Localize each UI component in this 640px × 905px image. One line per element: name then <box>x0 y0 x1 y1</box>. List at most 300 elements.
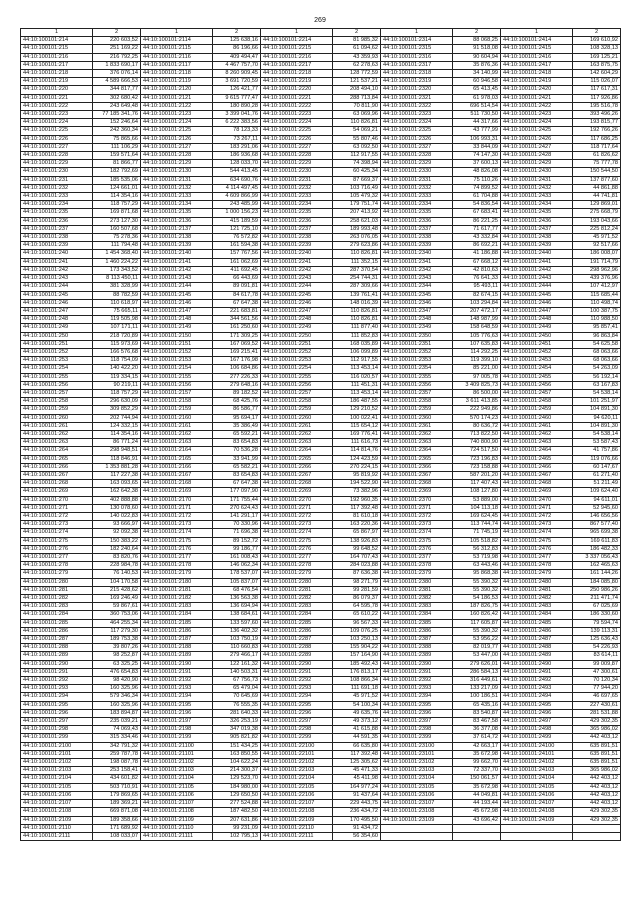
cadastral-value-cell: 99 186,77 <box>213 545 261 553</box>
cadastral-number-cell: 44:10:100101:2285 <box>261 619 333 627</box>
cadastral-value-cell <box>573 832 621 840</box>
cadastral-value-cell: 99 231,09 <box>213 824 261 832</box>
cadastral-number-cell: 44:10:100101:2321 <box>381 94 453 102</box>
cadastral-value-cell: 669 871,08 <box>93 808 141 816</box>
cadastral-number-cell: 44:10:100101:21105 <box>141 783 213 791</box>
cadastral-number-cell: 44:10:100101:258 <box>21 398 93 406</box>
cadastral-number-cell: 44:10:100101:2498 <box>501 726 573 734</box>
cadastral-value-cell: 316 449,61 <box>453 677 501 685</box>
cadastral-value-cell: 109 076,25 <box>333 627 381 635</box>
cadastral-value-cell: 279 626,01 <box>453 660 501 668</box>
cadastral-number-cell: 44:10:100101:2482 <box>501 595 573 603</box>
cadastral-number-cell: 44:10:100101:261 <box>21 422 93 430</box>
cadastral-number-cell: 44:10:100101:2222 <box>261 102 333 110</box>
cadastral-number-cell: 44:10:100101:2374 <box>381 529 453 537</box>
cadastral-value-cell: 242 360,34 <box>93 127 141 135</box>
table-row <box>21 119 621 127</box>
cadastral-number-cell: 44:10:100101:2449 <box>501 324 573 332</box>
table-row <box>21 225 621 233</box>
cadastral-value-cell: 544 413,45 <box>213 168 261 176</box>
cadastral-value-cell: 53 956,22 <box>453 636 501 644</box>
cadastral-value-cell: 965 699,38 <box>573 529 621 537</box>
cadastral-number-cell: 44:10:100101:21101 <box>141 750 213 758</box>
table-row <box>21 578 621 586</box>
cadastral-value-cell: 429 302,35 <box>573 808 621 816</box>
cadastral-value-cell: 54 263,09 <box>573 365 621 373</box>
cadastral-number-cell: 44:10:100101:2149 <box>141 324 213 332</box>
cadastral-value-cell: 111 616,73 <box>333 439 381 447</box>
cadastral-value-cell: 635 891,51 <box>573 742 621 750</box>
cadastral-number-cell: 44:10:100101:236 <box>21 217 93 225</box>
cadastral-number-cell: 44:10:100101:2399 <box>381 734 453 742</box>
cadastral-number-cell: 44:10:100101:2446 <box>501 299 573 307</box>
cadastral-value-cell: 284 023,88 <box>333 562 381 570</box>
table-row <box>21 348 621 356</box>
cadastral-value-cell: 53 447,00 <box>453 652 501 660</box>
cadastral-value-cell: 222 949,86 <box>453 406 501 414</box>
cadastral-number-cell: 44:10:100101:237 <box>21 225 93 233</box>
cadastral-value-cell: 124 661,01 <box>93 184 141 192</box>
cadastral-number-cell: 44:10:100101:2353 <box>381 357 453 365</box>
cadastral-value-cell: 381 328,99 <box>93 283 141 291</box>
cadastral-value-cell: 173 343,52 <box>93 266 141 274</box>
cadastral-value-cell: 3 691 720,59 <box>213 78 261 86</box>
cadastral-number-cell: 44:10:100101:241 <box>21 258 93 266</box>
cadastral-value-cell: 61 826,62 <box>573 152 621 160</box>
cadastral-value-cell: 114 814,76 <box>333 447 381 455</box>
cadastral-value-cell: 184 085,80 <box>573 578 621 586</box>
cadastral-number-cell: 44:10:100101:2244 <box>261 283 333 291</box>
table-row <box>21 791 621 799</box>
cadastral-value-cell: 111 852,83 <box>333 332 381 340</box>
cadastral-value-cell: 35 672,98 <box>453 750 501 758</box>
cadastral-value-cell: 103 716,49 <box>333 184 381 192</box>
cadastral-number-cell: 44:10:100101:294 <box>21 693 93 701</box>
cadastral-number-cell: 44:10:100101:2256 <box>261 381 333 389</box>
cadastral-value-cell: 171 755,44 <box>213 496 261 504</box>
cadastral-value-cell: 53 719,98 <box>453 554 501 562</box>
cadastral-value-cell: 41 615,88 <box>333 726 381 734</box>
cadastral-value-cell: 713 822,50 <box>453 430 501 438</box>
cadastral-number-cell: 44:10:100101:285 <box>21 619 93 627</box>
cadastral-value-cell: 177 097,90 <box>213 488 261 496</box>
cadastral-value-cell: 171 309,25 <box>213 332 261 340</box>
cadastral-number-cell: 44:10:100101:2183 <box>141 603 213 611</box>
cadastral-value-cell: 189 369,21 <box>93 800 141 808</box>
cadastral-number-cell: 44:10:100101:272 <box>21 512 93 520</box>
cadastral-value-cell: 56 354,60 <box>333 832 381 840</box>
cadastral-number-cell: 44:10:100101:2146 <box>141 299 213 307</box>
cadastral-number-cell: 44:10:100101:2263 <box>261 439 333 447</box>
cadastral-value-cell: 81 866,77 <box>93 160 141 168</box>
cadastral-value-cell: 54 186,53 <box>453 595 501 603</box>
cadastral-number-cell: 44:10:100101:2362 <box>381 430 453 438</box>
cadastral-value-cell: 286 584,13 <box>453 668 501 676</box>
cadastral-number-cell <box>381 832 453 840</box>
cadastral-number-cell: 44:10:100101:2182 <box>141 595 213 603</box>
cadastral-number-cell: 44:10:100101:2268 <box>261 480 333 488</box>
table-row <box>21 554 621 562</box>
cadastral-number-cell: 44:10:100101:2216 <box>261 53 333 61</box>
cadastral-number-cell: 44:10:100101:221 <box>21 94 93 102</box>
cadastral-number-cell: 44:10:100101:2186 <box>141 627 213 635</box>
cadastral-value-cell: 88 782,59 <box>93 291 141 299</box>
cadastral-value-cell: 85 221,00 <box>453 365 501 373</box>
cadastral-value-cell: 171 689,92 <box>93 824 141 832</box>
cadastral-value-cell: 122 161,32 <box>213 660 261 668</box>
cadastral-value-cell: 39 807,26 <box>93 644 141 652</box>
cadastral-number-cell: 44:10:100101:22110 <box>261 824 333 832</box>
cadastral-value-cell: 81 610,18 <box>333 512 381 520</box>
cadastral-value-cell: 402 888,88 <box>93 496 141 504</box>
cadastral-value-cell: 82 674,15 <box>453 291 501 299</box>
cadastral-value-cell: 95 819,92 <box>333 471 381 479</box>
cadastral-number-cell: 44:10:100101:2258 <box>261 398 333 406</box>
cadastral-number-cell: 44:10:100101:2373 <box>381 521 453 529</box>
cadastral-number-cell: 44:10:100101:2232 <box>261 184 333 192</box>
cadastral-number-cell: 44:10:100101:248 <box>21 316 93 324</box>
cadastral-value-cell: 227 430,61 <box>573 701 621 709</box>
cadastral-number-cell: 44:10:100101:2451 <box>501 340 573 348</box>
cadastral-value-cell: 119 334,15 <box>93 373 141 381</box>
cadastral-value-cell: 68 425,76 <box>213 398 261 406</box>
cadastral-value-cell: 207 631,86 <box>213 816 261 824</box>
cadastral-number-cell: 44:10:100101:2385 <box>381 619 453 627</box>
cadastral-number-cell: 44:10:100101:2487 <box>501 636 573 644</box>
cadastral-number-cell: 44:10:100101:2279 <box>261 570 333 578</box>
cadastral-number-cell: 44:10:100101:2153 <box>141 357 213 365</box>
cadastral-number-cell: 44:10:100101:2227 <box>261 143 333 151</box>
cadastral-value-cell: 163 220,36 <box>333 521 381 529</box>
cadastral-number-cell: 44:10:100101:2480 <box>501 578 573 586</box>
table-row <box>21 381 621 389</box>
cadastral-number-cell: 44:10:100101:2472 <box>501 512 573 520</box>
cadastral-number-cell: 44:10:100101:24108 <box>501 808 573 816</box>
cadastral-number-cell: 44:10:100101:2236 <box>261 217 333 225</box>
cadastral-number-cell: 44:10:100101:2168 <box>141 480 213 488</box>
cadastral-value-cell: 439 376,96 <box>573 275 621 283</box>
table-row <box>21 726 621 734</box>
cadastral-value-cell: 76 641,33 <box>453 275 501 283</box>
cadastral-value-cell: 106 099,89 <box>333 348 381 356</box>
cadastral-number-cell: 44:10:100101:2286 <box>261 627 333 635</box>
cadastral-value-cell: 169 246,49 <box>93 595 141 603</box>
cadastral-number-cell: 44:10:100101:2163 <box>141 439 213 447</box>
cadastral-number-cell: 44:10:100101:2426 <box>501 135 573 143</box>
cadastral-value-cell: 66 635,80 <box>333 742 381 750</box>
cadastral-number-cell: 44:10:100101:290 <box>21 660 93 668</box>
cadastral-value-cell: 53 889,00 <box>453 496 501 504</box>
cadastral-value-cell: 4 589 666,53 <box>93 78 141 86</box>
cadastral-value-cell: 139 113,31 <box>573 627 621 635</box>
table-row <box>21 143 621 151</box>
table-row <box>21 709 621 717</box>
cadastral-number-cell: 44:10:100101:252 <box>21 348 93 356</box>
cadastral-number-cell: 44:10:100101:2323 <box>381 111 453 119</box>
cadastral-number-cell: 44:10:100101:2324 <box>381 119 453 127</box>
cadastral-number-cell: 44:10:100101:2164 <box>141 447 213 455</box>
cadastral-value-cell: 179 869,65 <box>93 791 141 799</box>
cadastral-value-cell: 118 846,91 <box>93 455 141 463</box>
cadastral-value-cell: 75 110,26 <box>453 176 501 184</box>
cadastral-value-cell: 279 648,16 <box>213 381 261 389</box>
table-row <box>21 193 621 201</box>
cadastral-number-cell: 44:10:100101:2477 <box>501 554 573 562</box>
cadastral-number-cell: 44:10:100101:2461 <box>501 422 573 430</box>
cadastral-value-cell: 92 517,66 <box>573 242 621 250</box>
table-row <box>21 504 621 512</box>
cadastral-number-cell: 44:10:100101:2214 <box>261 37 333 45</box>
cadastral-value-cell: 192 766,26 <box>573 127 621 135</box>
cadastral-value-cell: 43 332,84 <box>453 234 501 242</box>
cadastral-number-cell: 44:10:100101:2370 <box>381 496 453 504</box>
cadastral-value-cell: 119 505,98 <box>93 316 141 324</box>
cadastral-value-cell: 41 186,88 <box>453 250 501 258</box>
cadastral-number-cell: 44:10:100101:239 <box>21 242 93 250</box>
cadastral-value-cell: 108 328,13 <box>573 45 621 53</box>
cadastral-value-cell: 162 465,63 <box>573 562 621 570</box>
cadastral-value-cell: 315 334,46 <box>93 734 141 742</box>
table-row <box>21 283 621 291</box>
cadastral-number-cell: 44:10:100101:2468 <box>501 480 573 488</box>
cadastral-value-cell: 117 279,30 <box>93 627 141 635</box>
cadastral-number-cell: 44:10:100101:2224 <box>261 119 333 127</box>
cadastral-value-cell: 33 941,99 <box>213 455 261 463</box>
cadastral-value-cell: 214 300,37 <box>213 767 261 775</box>
cadastral-number-cell: 44:10:100101:2215 <box>261 45 333 53</box>
cadastral-value-cell: 82 019,77 <box>453 644 501 652</box>
cadastral-value-cell: 91 434,72 <box>333 824 381 832</box>
table-row <box>21 677 621 685</box>
cadastral-value-cell: 86 221,25 <box>453 217 501 225</box>
cadastral-value-cell: 696 514,54 <box>453 102 501 110</box>
cadastral-value-cell: 125 636,43 <box>573 636 621 644</box>
cadastral-number-cell: 44:10:100101:23102 <box>381 759 453 767</box>
cadastral-number-cell: 44:10:100101:2267 <box>261 471 333 479</box>
cadastral-value-cell: 185 492,43 <box>333 660 381 668</box>
cadastral-number-cell: 44:10:100101:2450 <box>501 332 573 340</box>
cadastral-value-cell: 80 636,72 <box>453 422 501 430</box>
header-cell: 1 <box>21 29 93 37</box>
cadastral-value-cell: 202 744,94 <box>93 414 141 422</box>
cadastral-value-cell: 150 061,57 <box>453 775 501 783</box>
cadastral-value-cell: 148 016,39 <box>333 299 381 307</box>
cadastral-value-cell: 273 127,30 <box>93 217 141 225</box>
cadastral-number-cell: 44:10:100101:2319 <box>381 78 453 86</box>
cadastral-number-cell: 44:10:100101:257 <box>21 389 93 397</box>
table-row <box>21 619 621 627</box>
table-row <box>21 78 621 86</box>
cadastral-number-cell: 44:10:100101:226 <box>21 135 93 143</box>
cadastral-value-cell: 95 868,38 <box>453 570 501 578</box>
cadastral-value-cell: 161 062,69 <box>213 258 261 266</box>
cadastral-value-cell: 740 800,90 <box>453 439 501 447</box>
cadastral-value-cell: 110 826,81 <box>333 250 381 258</box>
table-row <box>21 471 621 479</box>
cadastral-number-cell: 44:10:100101:2380 <box>381 578 453 586</box>
cadastral-number-cell: 44:10:100101:2434 <box>501 201 573 209</box>
cadastral-number-cell: 44:10:100101:2106 <box>21 791 93 799</box>
cadastral-number-cell: 44:10:100101:225 <box>21 127 93 135</box>
table-row <box>21 512 621 520</box>
cadastral-number-cell: 44:10:100101:2158 <box>141 398 213 406</box>
cadastral-number-cell: 44:10:100101:2281 <box>261 586 333 594</box>
cadastral-number-cell: 44:10:100101:2136 <box>141 217 213 225</box>
cadastral-value-cell: 117 392,48 <box>333 750 381 758</box>
table-row <box>21 759 621 767</box>
cadastral-number-cell: 44:10:100101:243 <box>21 275 93 283</box>
cadastral-number-cell: 44:10:100101:2421 <box>501 94 573 102</box>
cadastral-number-cell: 44:10:100101:2283 <box>261 603 333 611</box>
cadastral-value-cell: 117 605,87 <box>453 619 501 627</box>
cadastral-value-cell: 137 877,60 <box>573 176 621 184</box>
cadastral-value-cell: 71 617,77 <box>453 225 501 233</box>
cadastral-value-cell: 64 595,78 <box>333 603 381 611</box>
cadastral-value-cell: 98 252,87 <box>93 652 141 660</box>
cadastral-number-cell: 44:10:100101:266 <box>21 463 93 471</box>
cadastral-number-cell: 44:10:100101:2226 <box>261 135 333 143</box>
cadastral-number-cell: 44:10:100101:2463 <box>501 439 573 447</box>
cadastral-value-cell: 253 158,41 <box>93 767 141 775</box>
cadastral-value-cell: 263 076,05 <box>333 234 381 242</box>
cadastral-number-cell: 44:10:100101:2290 <box>261 660 333 668</box>
table-row <box>21 127 621 135</box>
cadastral-value-cell: 44 049,81 <box>453 791 501 799</box>
cadastral-value-cell: 105 479,32 <box>333 193 381 201</box>
cadastral-number-cell <box>381 824 453 832</box>
cadastral-number-cell: 44:10:100101:2470 <box>501 496 573 504</box>
cadastral-value-cell: 1 833 690,17 <box>93 61 141 69</box>
cadastral-number-cell: 44:10:100101:2330 <box>381 168 453 176</box>
cadastral-value-cell: 41 757,86 <box>573 447 621 455</box>
cadastral-value-cell: 75 777,78 <box>573 160 621 168</box>
cadastral-value-cell: 63 167,83 <box>573 381 621 389</box>
table-row <box>21 266 621 274</box>
cadastral-value-cell: 279 466,17 <box>213 652 261 660</box>
table-row <box>21 734 621 742</box>
cadastral-number-cell: 44:10:100101:2453 <box>501 357 573 365</box>
cadastral-value-cell: 54 069,21 <box>333 127 381 135</box>
cadastral-number-cell: 44:10:100101:2358 <box>381 398 453 406</box>
cadastral-number-cell: 44:10:100101:2142 <box>141 266 213 274</box>
cadastral-number-cell: 44:10:100101:21104 <box>141 775 213 783</box>
cadastral-value-cell: 111 106,29 <box>93 143 141 151</box>
cadastral-number-cell: 44:10:100101:2253 <box>261 357 333 365</box>
cadastral-number-cell: 44:10:100101:2271 <box>261 504 333 512</box>
cadastral-number-cell: 44:10:100101:2198 <box>141 726 213 734</box>
cadastral-value-cell: 110 660,83 <box>213 644 261 652</box>
cadastral-value-cell: 187 826,75 <box>453 603 501 611</box>
cadastral-number-cell: 44:10:100101:2397 <box>381 718 453 726</box>
cadastral-value-cell: 160 826,42 <box>453 611 501 619</box>
cadastral-value-cell: 94 611,01 <box>573 496 621 504</box>
cadastral-number-cell: 44:10:100101:2190 <box>141 660 213 668</box>
cadastral-number-cell: 44:10:100101:2422 <box>501 102 573 110</box>
table-row <box>21 603 621 611</box>
cadastral-value-cell: 79 594,74 <box>573 619 621 627</box>
cadastral-value-cell: 86 196,66 <box>213 45 261 53</box>
cadastral-number-cell: 44:10:100101:2277 <box>261 554 333 562</box>
cadastral-value-cell: 298 962,96 <box>573 266 621 274</box>
cadastral-number-cell: 44:10:100101:2155 <box>141 373 213 381</box>
cadastral-value-cell: 60 946,58 <box>453 78 501 86</box>
cadastral-number-cell: 44:10:100101:2460 <box>501 414 573 422</box>
cadastral-number-cell: 44:10:100101:2107 <box>21 800 93 808</box>
cadastral-number-cell: 44:10:100101:2135 <box>141 209 213 217</box>
cadastral-number-cell: 44:10:100101:246 <box>21 299 93 307</box>
cadastral-value-cell: 187 482,50 <box>213 808 261 816</box>
cadastral-number-cell: 44:10:100101:2275 <box>261 537 333 545</box>
cadastral-value-cell: 75 865,66 <box>93 135 141 143</box>
cadastral-value-cell: 70 330,96 <box>213 521 261 529</box>
header-cell: 2 <box>213 29 261 37</box>
cadastral-number-cell: 44:10:100101:249 <box>21 324 93 332</box>
cadastral-number-cell: 44:10:100101:298 <box>21 726 93 734</box>
cadastral-value-cell: 236 434,72 <box>333 808 381 816</box>
cadastral-number-cell: 44:10:100101:2252 <box>261 348 333 356</box>
cadastral-value-cell: 96 863,84 <box>573 332 621 340</box>
cadastral-number-cell: 44:10:100101:2103 <box>21 767 93 775</box>
cadastral-number-cell: 44:10:100101:2295 <box>261 701 333 709</box>
cadastral-value-cell: 164 977,24 <box>333 783 381 791</box>
cadastral-value-cell: 365 986,02 <box>573 726 621 734</box>
cadastral-number-cell: 44:10:100101:2465 <box>501 455 573 463</box>
cadastral-value-cell: 243 485,99 <box>213 201 261 209</box>
cadastral-value-cell: 61 271,40 <box>573 471 621 479</box>
cadastral-number-cell: 44:10:100101:2298 <box>261 726 333 734</box>
cadastral-number-cell: 44:10:100101:2105 <box>21 783 93 791</box>
cadastral-number-cell: 44:10:100101:2270 <box>261 496 333 504</box>
cadastral-number-cell: 44:10:100101:2248 <box>261 316 333 324</box>
cadastral-value-cell: 178 537,07 <box>213 570 261 578</box>
cadastral-value-cell: 117 227,38 <box>93 471 141 479</box>
cadastral-number-cell: 44:10:100101:2118 <box>141 70 213 78</box>
cadastral-value-cell: 65 435,16 <box>453 701 501 709</box>
cadastral-value-cell: 70 536,28 <box>213 447 261 455</box>
table-row <box>21 562 621 570</box>
cadastral-number-cell: 44:10:100101:21103 <box>141 767 213 775</box>
cadastral-number-cell: 44:10:100101:2287 <box>261 636 333 644</box>
cadastral-value-cell: 275 668,79 <box>573 209 621 217</box>
cadastral-value-cell: 108 033,07 <box>93 832 141 840</box>
cadastral-value-cell: 176 813,17 <box>333 668 381 676</box>
cadastral-number-cell: 44:10:100101:2430 <box>501 168 573 176</box>
cadastral-value-cell: 189 993,48 <box>333 225 381 233</box>
cadastral-value-cell: 86 692,21 <box>453 242 501 250</box>
header-cell: 1 <box>261 29 333 37</box>
cadastral-number-cell: 44:10:100101:24103 <box>501 767 573 775</box>
cadastral-number-cell: 44:10:100101:293 <box>21 685 93 693</box>
cadastral-value-cell: 81 985,32 <box>333 37 381 45</box>
cadastral-value-cell: 63 443,46 <box>453 562 501 570</box>
table-row <box>21 324 621 332</box>
cadastral-number-cell: 44:10:100101:2452 <box>501 348 573 356</box>
cadastral-value-cell: 112 917,55 <box>333 152 381 160</box>
cadastral-value-cell: 104 113,18 <box>453 504 501 512</box>
cadastral-value-cell: 65 592,21 <box>213 430 261 438</box>
cadastral-value-cell: 110 826,81 <box>333 307 381 315</box>
cadastral-value-cell: 48 826,08 <box>453 168 501 176</box>
cadastral-number-cell: 44:10:100101:2197 <box>141 718 213 726</box>
cadastral-value-cell: 115 654,12 <box>333 422 381 430</box>
table-row <box>21 45 621 53</box>
cadastral-number-cell: 44:10:100101:2492 <box>501 677 573 685</box>
cadastral-value-cell: 91 437,64 <box>333 791 381 799</box>
cadastral-number-cell: 44:10:100101:2317 <box>381 61 453 69</box>
cadastral-number-cell: 44:10:100101:2229 <box>261 160 333 168</box>
cadastral-value-cell: 65 867,97 <box>333 529 381 537</box>
cadastral-value-cell: 115 026,07 <box>573 78 621 86</box>
